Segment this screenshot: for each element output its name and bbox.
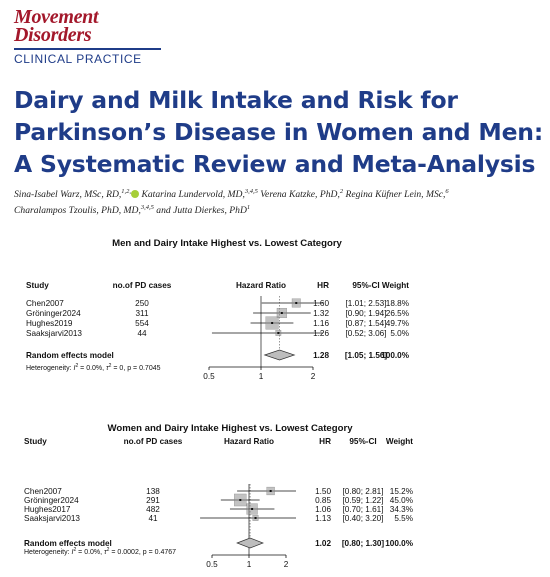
header-study: Study [24,437,47,446]
heterogeneity-part: τ [104,549,107,556]
summary-hr: 1.28 [313,351,329,360]
chart-title: Women and Dairy Intake Highest vs. Lowest Category [107,423,353,434]
author-name: Charalampos Tzoulis, PhD, MD, [14,205,141,217]
author-affiliation: 3,4,5 [140,204,154,212]
study-weight: 45.0% [389,496,413,505]
superscript: 2 [106,547,110,553]
summary-weight: 100.0% [385,539,413,548]
study-ci: [0.40; 3.20] [342,514,384,523]
author-name: Sina-Isabel Warz, MSc, RD, [14,189,122,201]
study-hr: 1.26 [313,329,329,338]
study-hr: 1.16 [313,319,329,328]
header-cases: no.of PD cases [123,437,183,446]
heterogeneity-stats [24,547,176,556]
chart-title: Men and Dairy Intake Highest vs. Lowest Category [112,238,342,249]
heterogeneity-part: τ [106,365,109,372]
author-name: Katarina Lundervold, MD, [141,189,245,201]
heterogeneity-part: I [73,365,76,372]
header-ci: 95%-CI [352,281,380,290]
study-name: Saaksjarvi2013 [24,514,80,523]
study-hr: 1.60 [313,299,329,308]
heterogeneity-part: Heterogeneity: [26,365,74,372]
header-study: Study [26,281,49,290]
summary-diamond [265,350,295,360]
summary-weight: 100.0% [381,351,409,360]
study-weight: 49.7% [385,319,409,328]
study-weight: 15.2% [389,487,413,496]
study-weight: 18.8% [385,299,409,308]
author-affiliation: 2 [339,188,344,195]
summary-label: Random effects model [24,539,112,548]
study-cases: 44 [137,329,147,338]
x-axis-tick-label: 0.5 [203,372,215,381]
summary-ci: [1.05; 1.56] [344,351,388,360]
superscript: 2 [73,547,77,553]
heterogeneity-part: = 0, p = 0.7045 [111,365,161,372]
x-axis-tick-label: 2 [310,372,316,381]
superscript: 2 [75,363,79,369]
study-cases: 250 [135,299,149,308]
study-weight: 26.5% [385,309,409,318]
x-axis-tick-label: 0.5 [206,560,218,569]
article-title: Dairy and Milk Intake and Risk for Parkinson’s Disease in Women and Men: A Systematic Review and Meta-Analysis [14,86,544,178]
study-cases: 311 [135,309,149,318]
study-weight: 34.3% [389,505,413,514]
header-cases: no.of PD cases [112,281,172,290]
study-hr: 1.13 [315,514,331,523]
study-hr: 1.50 [315,487,331,496]
study-name: Chen2007 [26,299,64,308]
study-ci: [0.70; 1.61] [342,505,384,514]
study-ci: [0.52; 3.06] [345,329,387,338]
author-affiliation: 6 [445,188,449,195]
author-affiliation: 1,2, [121,188,132,195]
author-name: Verena Katzke, PhD, [260,189,340,201]
superscript: 2 [108,363,112,369]
study-hr: 0.85 [315,496,331,505]
study-ci: [1.01; 2.53] [345,299,387,308]
author-name: and Jutta Dierkes, PhD [156,205,247,217]
study-point [270,490,272,492]
study-name: Gröninger2024 [24,496,79,505]
heterogeneity-part: Heterogeneity: [24,549,72,556]
forest-plot-men [0,228,550,383]
study-ci: [0.87; 1.54] [345,319,387,328]
author-affiliation: 3,4,5 [244,188,258,195]
study-weight: 5.5% [394,514,413,523]
summary-ci: [0.80; 1.30] [341,539,385,548]
header-hazard-ratio: Hazard Ratio [223,437,275,446]
summary-label: Random effects model [26,351,114,360]
heterogeneity-part: = 0.0002, p = 0.4767 [109,549,177,556]
header-hr: HR [319,437,331,446]
study-weight: 5.0% [390,329,409,338]
author-name: Regina Küfner Lein, MSc, [345,189,446,201]
study-cases: 482 [146,505,160,514]
heterogeneity-part: I [71,549,74,556]
x-axis-tick-label: 2 [283,560,289,569]
header-weight: Weight [381,281,409,290]
heterogeneity-part: = 0.0%, [78,365,107,372]
x-axis-tick-label: 1 [246,560,252,569]
journal-logo [14,8,98,45]
summary-diamond [237,538,263,548]
study-ci: [0.59; 1.22] [342,496,384,505]
study-name: Hughes2019 [26,319,73,328]
logo-divider [14,48,161,50]
author-affiliation: 1 [246,204,251,212]
orcid-icon[interactable] [131,190,139,198]
study-point [239,499,241,501]
study-cases: 138 [146,487,160,496]
author-list [14,185,544,217]
study-cases: 291 [146,496,160,505]
study-cases: 554 [135,319,149,328]
header-hr: HR [317,281,329,290]
header-hazard-ratio: Hazard Ratio [235,281,287,290]
study-point [251,508,253,510]
heterogeneity-stats [26,363,161,372]
study-name: Saaksjarvi2013 [26,329,82,338]
study-name: Chen2007 [24,487,62,496]
study-point [295,302,297,304]
summary-hr: 1.02 [315,539,331,548]
study-hr: 1.32 [313,309,329,318]
study-point [277,332,279,334]
study-point [281,312,283,314]
journal-name-line1: Movement [14,6,99,28]
study-hr: 1.06 [315,505,331,514]
study-ci: [0.80; 2.81] [342,487,384,496]
study-ci: [0.90; 1.94] [345,309,387,318]
study-cases: 41 [148,514,158,523]
study-point [271,322,273,324]
header-weight: Weight [385,437,413,446]
header-ci: 95%-CI [349,437,377,446]
forest-plot-women [0,414,550,574]
x-axis-tick-label: 1 [258,372,264,381]
study-name: Gröninger2024 [26,309,81,318]
journal-subtitle: CLINICAL PRACTICE [14,52,142,66]
study-point [255,517,257,519]
journal-name-line2: Disorders [14,24,92,46]
heterogeneity-part: = 0.0%, [76,549,105,556]
study-name: Hughes2017 [24,505,71,514]
